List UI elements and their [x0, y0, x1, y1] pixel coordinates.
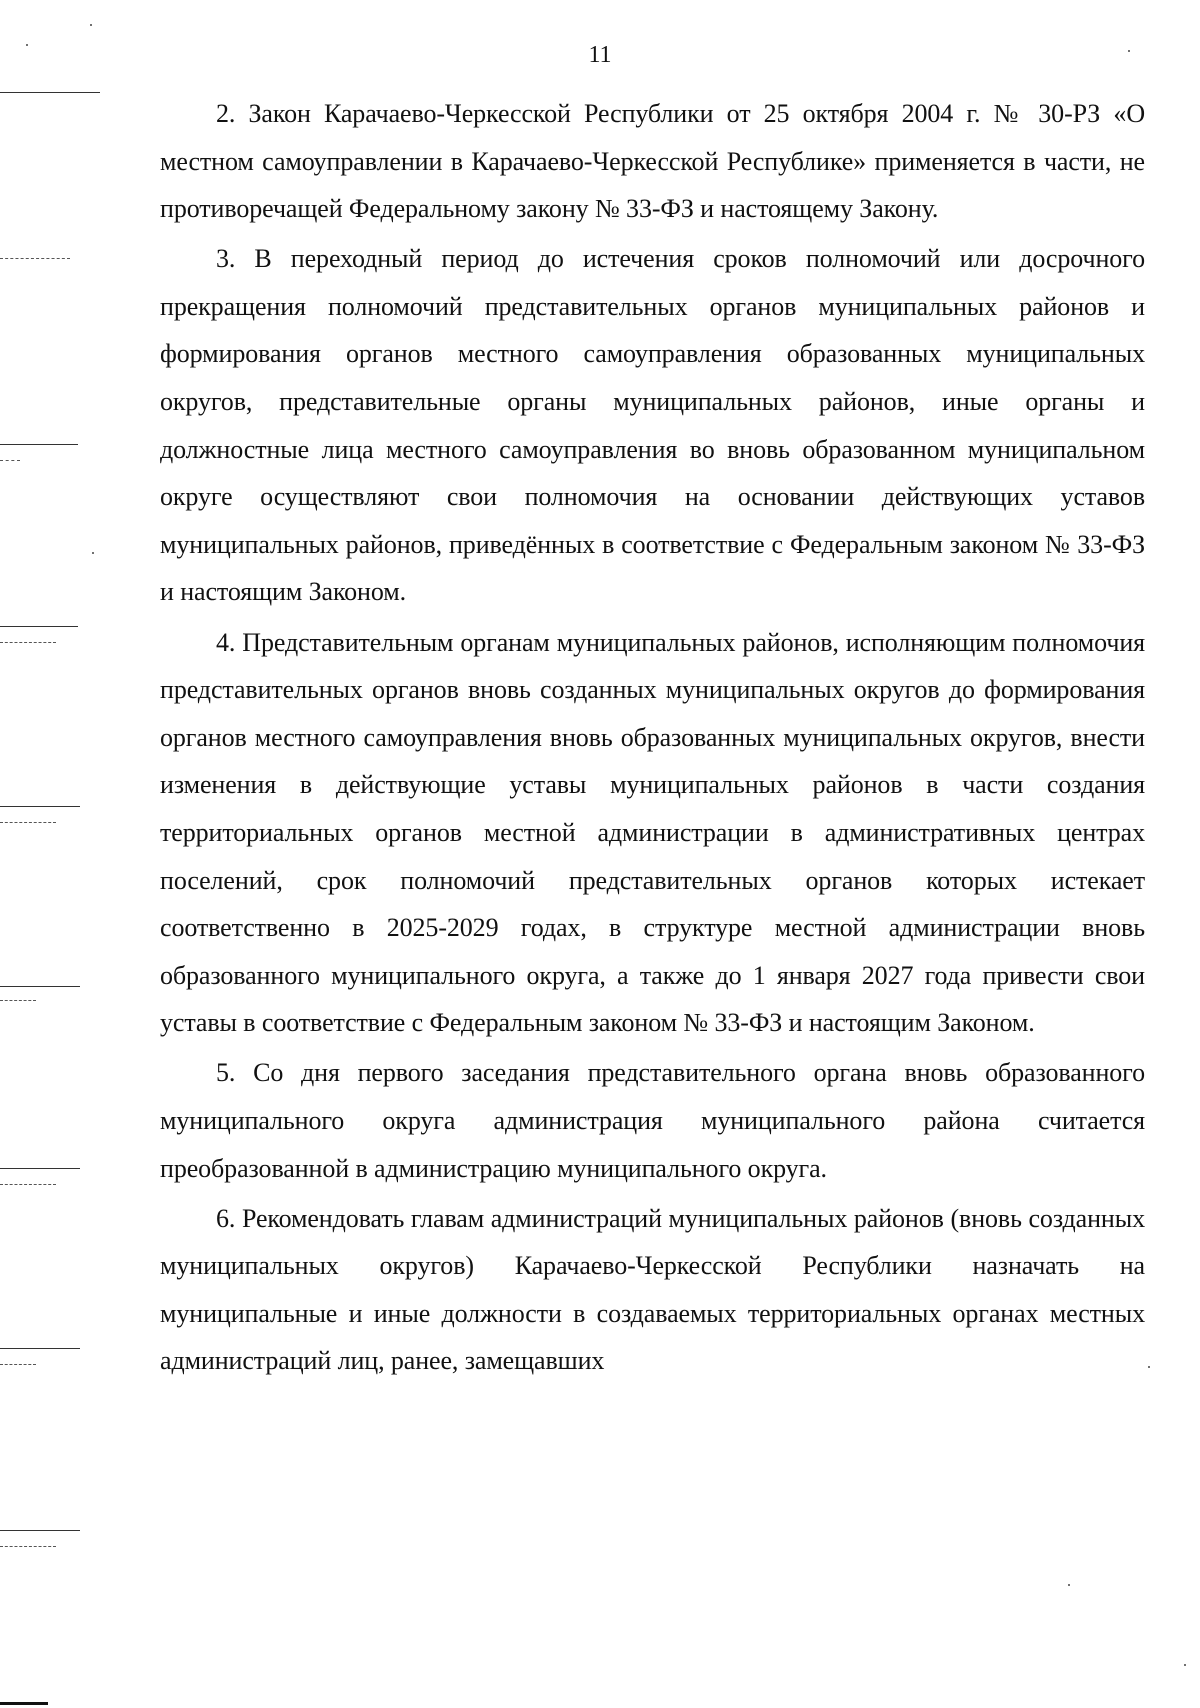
scan-margin-mark — [0, 1168, 80, 1169]
scan-margin-mark — [0, 1364, 36, 1365]
paragraph-2: 2. Закон Карачаево-Черкесской Республики от 25 октября 2004 г. № 30-РЗ «О местном самоуправлении в Карачаево-Черкесской Республике» применяется в части, не противоречащей Федеральному закону № 33-ФЗ и настоящему Закону. — [160, 99, 1145, 224]
scan-margin-mark — [0, 1184, 56, 1185]
scan-margin-mark — [0, 822, 56, 823]
scan-speck — [92, 552, 94, 554]
scan-margin-mark — [0, 1530, 80, 1531]
scan-margin-mark — [0, 460, 20, 461]
scan-margin-mark — [0, 986, 80, 987]
scan-margin-mark — [0, 642, 56, 643]
scan-margin-mark — [0, 258, 70, 259]
scan-margin-mark — [0, 92, 100, 93]
paragraph-4: 4. Представительным органам муниципальных районов, исполняющим полномочия представительных органов вновь созданных муниципальных округов до формирования органов местного самоуправления вновь образованных муниципальных округов, внести изменения в действующие уставы муниципальных районов в части создания территориальных органов местной администрации в административных центрах поселений, срок полномочий представительных органов которых истекает соответственно в 2025-2029 годах, в структуре местной администрации вновь образованного муниципального округа, а также до 1 января 2027 года привести свои уставы в соответствие с Федеральным законом № 33-ФЗ и настоящим Законом. — [160, 627, 1145, 1038]
scan-speck — [1148, 1366, 1150, 1368]
paragraph-6: 6. Рекомендовать главам администраций муниципальных районов (вновь созданных муниципальных округов) Карачаево-Черкесской Республики назначать на муниципальные и иные должности в создаваемых территориальных органах местных администраций лиц, ранее, замещавших — [160, 1203, 1145, 1376]
page-number: 11 — [588, 42, 612, 68]
scan-edge-mark — [0, 1702, 48, 1705]
scan-speck — [1184, 1664, 1186, 1666]
scan-speck — [1128, 50, 1130, 52]
scan-margin-mark — [0, 1546, 56, 1547]
paragraph-3: 3. В переходный период до истечения сроков полномочий или досрочного прекращения полномочий представительных органов муниципальных районов и формирования органов местного самоуправления образованных муниципальных округов, представительные органы муниципальных районов, иные органы и должностные лица местного самоуправления во вновь образованном муниципальном округе осуществляют свои полномочия на основании действующих уставов муниципальных районов, приведённых в соответствие с Федеральным законом № 33-ФЗ и настоящим Законом. — [160, 244, 1145, 607]
scan-margin-mark — [0, 1348, 80, 1349]
scan-speck — [1068, 1584, 1070, 1586]
scan-margin-mark — [0, 1000, 36, 1001]
scan-speck — [90, 24, 92, 26]
scan-margin-mark — [0, 626, 78, 627]
document-body — [160, 90, 1145, 1388]
scan-margin-mark — [0, 806, 80, 807]
scan-margin-mark — [0, 444, 78, 445]
scan-speck — [26, 44, 28, 46]
paragraph-5: 5. Со дня первого заседания представительного органа вновь образованного муниципального округа администрация муниципального района считается преобразованной в администрацию муниципального округа. — [160, 1058, 1145, 1183]
